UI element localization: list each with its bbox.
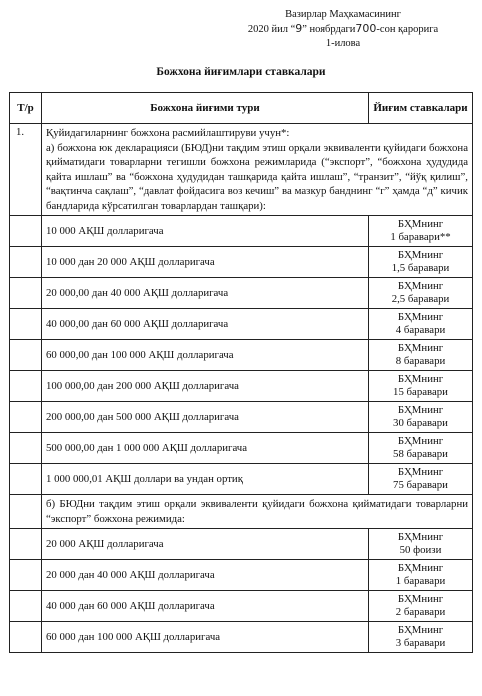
section-description xyxy=(42,124,473,216)
header-line-3: 1-илова xyxy=(325,38,361,49)
rates-table xyxy=(9,92,473,653)
empty-number-cell xyxy=(10,402,42,433)
rate-value xyxy=(369,216,473,247)
rate-value xyxy=(369,622,473,653)
rate-base: БҲМнинг xyxy=(397,624,444,636)
rate-multiplier: 4 баравари xyxy=(395,324,446,336)
rate-multiplier: 50 фоизи xyxy=(399,544,442,556)
rate-value xyxy=(369,247,473,278)
section-number: 1. xyxy=(10,124,42,216)
empty-number-cell xyxy=(10,433,42,464)
rate-value xyxy=(369,529,473,560)
rate-value xyxy=(369,464,473,495)
rate-base: БҲМнинг xyxy=(397,531,444,543)
rate-range-label: 40 000 дан 60 000 АҚШ долларигача xyxy=(42,591,369,622)
rate-base: БҲМнинг xyxy=(397,249,444,261)
rate-base: БҲМнинг xyxy=(397,404,444,416)
rate-value xyxy=(369,340,473,371)
table-row xyxy=(10,560,473,591)
rate-value xyxy=(369,309,473,340)
rate-multiplier: 1,5 баравари xyxy=(391,262,450,274)
rate-range-label: 100 000,00 дан 200 000 АҚШ долларигача xyxy=(42,371,369,402)
empty-number-cell xyxy=(10,464,42,495)
header-date-suffix: -сон қарорига xyxy=(376,24,439,35)
rate-range-label: 1 000 000,01 АҚШ доллари ва ундан ортиқ xyxy=(42,464,369,495)
rate-range-label: 10 000 АҚШ долларигача xyxy=(42,216,369,247)
rate-base: БҲМнинг xyxy=(397,593,444,605)
empty-number-cell xyxy=(10,529,42,560)
table-row xyxy=(10,371,473,402)
table-row xyxy=(10,591,473,622)
section-title: Қуйидагиларнинг божхона расмийлаштируви учун*: xyxy=(46,127,290,139)
rate-value xyxy=(369,402,473,433)
rate-multiplier: 30 баравари xyxy=(393,417,448,429)
table-row xyxy=(10,247,473,278)
subsection-a-text: а) божхона юк декларацияси (БЮД)ни тақдим этиш орқали эквиваленти қуйидаги божхона қийматидаги товарларни тегишли божхона режимларида (“экспорт”, “божхона ҳудудида қайта ишлаш” ва “божхона ҳудудидан ташқарида қайта ишлаш”, “транзит”, “йўқ қилиш”, “вақтинча сақлаш”, “давлат фойдасига воз кечиш” ва мазкур банднинг “г” ҳамда “д” кичик бандларида кўрсатилган товарлардан ташқари): xyxy=(46,141,468,212)
empty-number-cell xyxy=(10,278,42,309)
rate-range-label: 60 000 дан 100 000 АҚШ долларигача xyxy=(42,622,369,653)
empty-number-cell xyxy=(10,622,42,653)
handwritten-number: 700 xyxy=(355,22,377,35)
rate-multiplier: 2,5 баравари xyxy=(391,293,450,305)
rate-base: БҲМнинг xyxy=(397,435,444,447)
handwritten-day: 9 xyxy=(295,22,303,35)
subsection-b-row xyxy=(10,495,473,529)
empty-number-cell xyxy=(10,591,42,622)
subsection-b-text: б) БЮДни тақдим этиш орқали эквиваленти қуйидаги божхона қийматидаги товарларни “экспорт” божхона режимида: xyxy=(42,495,473,529)
section-row xyxy=(10,124,473,216)
rate-multiplier: 15 баравари xyxy=(393,386,448,398)
empty-number-cell xyxy=(10,247,42,278)
empty-number-cell xyxy=(10,560,42,591)
table-row xyxy=(10,622,473,653)
rate-range-label: 20 000,00 дан 40 000 АҚШ долларигача xyxy=(42,278,369,309)
rate-multiplier: 75 баравари xyxy=(393,479,448,491)
rate-base: БҲМнинг xyxy=(397,466,444,478)
rate-range-label: 20 000 дан 40 000 АҚШ долларигача xyxy=(42,560,369,591)
empty-number-cell xyxy=(10,340,42,371)
rate-value xyxy=(369,591,473,622)
table-row xyxy=(10,278,473,309)
rate-multiplier: 1 баравари xyxy=(395,575,446,587)
table-row xyxy=(10,464,473,495)
rate-value xyxy=(369,433,473,464)
column-header-rates: Йиғим ставкалари xyxy=(369,93,473,124)
rate-value xyxy=(369,278,473,309)
rate-range-label: 40 000,00 дан 60 000 АҚШ долларигача xyxy=(42,309,369,340)
rate-multiplier: 58 баравари xyxy=(393,448,448,460)
header-line-1: Вазирлар Маҳкамасининг xyxy=(285,9,401,20)
rate-base: БҲМнинг xyxy=(397,218,444,230)
rate-base: БҲМнинг xyxy=(397,280,444,292)
rate-base: БҲМнинг xyxy=(397,562,444,574)
decree-header xyxy=(238,8,448,51)
rate-multiplier: 3 баравари xyxy=(395,637,446,649)
table-row xyxy=(10,433,473,464)
rate-multiplier: 1 баравари** xyxy=(390,231,451,243)
column-header-number: Т/р xyxy=(10,93,42,124)
rate-value xyxy=(369,560,473,591)
header-date-prefix: 2020 йил “ xyxy=(247,24,296,35)
header-date-middle: ” ноябрдаги xyxy=(302,24,356,35)
rate-base: БҲМнинг xyxy=(397,373,444,385)
empty-number-cell xyxy=(10,216,42,247)
empty-number-cell xyxy=(10,309,42,340)
rate-range-label: 200 000,00 дан 500 000 АҚШ долларигача xyxy=(42,402,369,433)
rate-multiplier: 8 баравари xyxy=(395,355,446,367)
table-header-row xyxy=(10,93,473,124)
rate-range-label: 10 000 дан 20 000 АҚШ долларигача xyxy=(42,247,369,278)
header-line-2 xyxy=(238,22,448,37)
column-header-type: Божхона йиғими тури xyxy=(42,93,369,124)
table-row xyxy=(10,216,473,247)
rate-base: БҲМнинг xyxy=(397,342,444,354)
rate-range-label: 500 000,00 дан 1 000 000 АҚШ долларигача xyxy=(42,433,369,464)
rate-base: БҲМнинг xyxy=(397,311,444,323)
page-title: Божхона йиғимлари ставкалари xyxy=(156,66,326,78)
table-row xyxy=(10,402,473,433)
table-row xyxy=(10,340,473,371)
rate-range-label: 20 000 АҚШ долларигача xyxy=(42,529,369,560)
rate-range-label: 60 000,00 дан 100 000 АҚШ долларигача xyxy=(42,340,369,371)
table-row xyxy=(10,309,473,340)
rate-multiplier: 2 баравари xyxy=(395,606,446,618)
empty-number-cell xyxy=(10,371,42,402)
table-row xyxy=(10,529,473,560)
rate-value xyxy=(369,371,473,402)
empty-number-cell xyxy=(10,495,42,529)
